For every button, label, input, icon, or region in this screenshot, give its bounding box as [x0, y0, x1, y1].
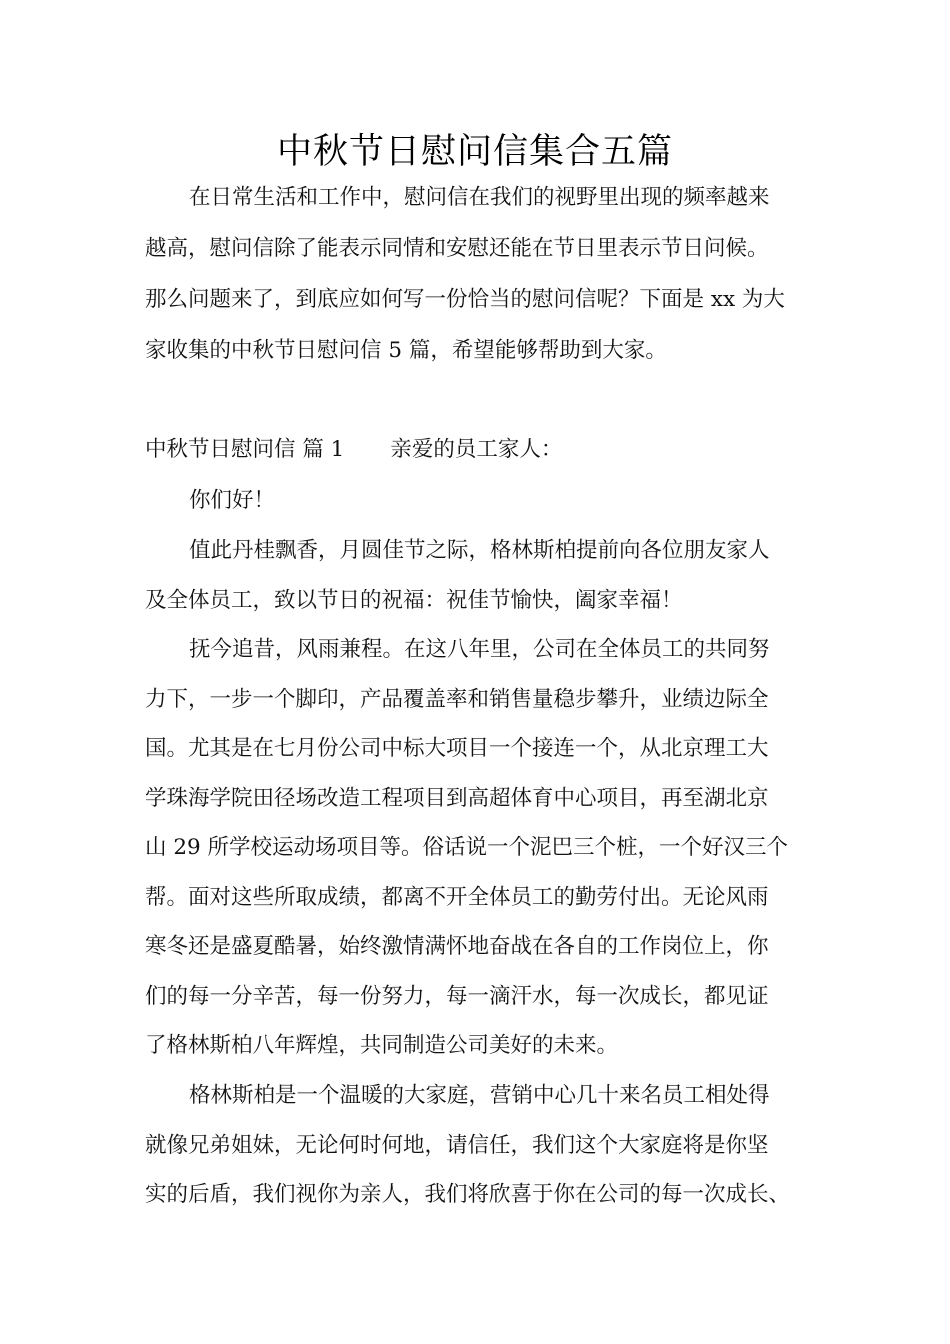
- section-heading-row: [145, 434, 825, 466]
- intro-line: 在日常生活和工作中，慰问信在我们的视野里出现的频率越来: [189, 185, 770, 210]
- paragraph-line: 及全体员工，致以节日的祝福：祝佳节愉快，阖家幸福！: [145, 588, 683, 613]
- paragraph-line: 们的每一分辛苦，每一份努力，每一滴汗水，每一次成长，都见证: [145, 984, 769, 1009]
- paragraph-line: 山 29 所学校运动场项目等。俗话说一个泥巴三个桩，一个好汉三个: [145, 835, 789, 860]
- section-heading: 中秋节日慰问信 篇 1: [145, 437, 345, 462]
- intro-line: 越高，慰问信除了能表示同情和安慰还能在节日里表示节日问候。: [145, 236, 769, 261]
- paragraph-line: 力下，一步一个脚印，产品覆盖率和销售量稳步攀升，业绩边际全: [145, 687, 769, 712]
- paragraph-line: 了格林斯柏八年辉煌，共同制造公司美好的未来。: [145, 1033, 619, 1058]
- intro-line: 那么问题来了，到底应如何写一份恰当的慰问信呢？下面是 xx 为大: [145, 287, 785, 312]
- paragraph-line: 值此丹桂飘香，月圆佳节之际，格林斯柏提前向各位朋友家人: [189, 538, 770, 563]
- salutation: 亲爱的员工家人：: [390, 437, 563, 462]
- document-title: 中秋节日慰问信集合五篇: [276, 132, 673, 172]
- paragraph-line: 实的后盾，我们视你为亲人，我们将欣喜于你在公司的每一次成长、: [145, 1182, 791, 1207]
- paragraph-line: 学珠海学院田径场改造工程项目到高超体育中心项目，再至湖北京: [145, 786, 769, 811]
- paragraph-line: 格林斯柏是一个温暖的大家庭，营销中心几十来名员工相处得: [189, 1083, 770, 1108]
- paragraph-line: 国。尤其是在七月份公司中标大项目一个接连一个，从北京理工大: [145, 736, 769, 761]
- greeting: 你们好！: [189, 488, 276, 513]
- paragraph-line: 就像兄弟姐妹，无论何时何地，请信任，我们这个大家庭将是你坚: [145, 1133, 769, 1158]
- paragraph-line: 抚今追昔，风雨兼程。在这八年里，公司在全体员工的共同努: [189, 637, 770, 662]
- paragraph-line: 寒冬还是盛夏酷暑，始终激情满怀地奋战在各自的工作岗位上，你: [145, 934, 769, 959]
- intro-line: 家收集的中秋节日慰问信 5 篇，希望能够帮助到大家。: [145, 338, 667, 363]
- paragraph-line: 帮。面对这些所取成绩，都离不开全体员工的勤劳付出。无论风雨: [145, 885, 769, 910]
